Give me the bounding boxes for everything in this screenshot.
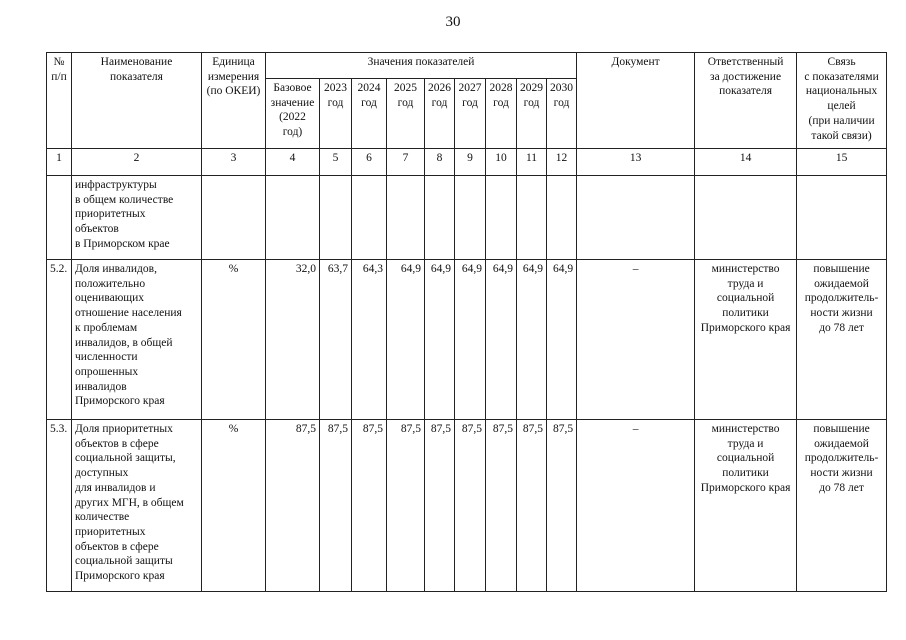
header-year: 2025 год	[387, 79, 425, 149]
column-number: 14	[695, 149, 797, 176]
indicator-name-line: других МГН, в общем	[75, 496, 184, 509]
national-goal-link-cell	[797, 176, 887, 260]
national-goal-link-cell-line: повышение	[813, 423, 870, 435]
header-base-value: Базовое значение (2022 год)	[266, 79, 320, 149]
year-value-cell: 64,9	[387, 260, 425, 420]
table-row	[47, 260, 887, 420]
year-value-cell: 64,9	[517, 260, 547, 420]
indicator-name-line: в Приморском крае	[75, 237, 170, 250]
indicator-name-line: инфраструктуры	[75, 179, 157, 191]
year-value-cell	[352, 176, 387, 260]
column-number: 2	[72, 149, 202, 176]
national-goal-link-cell-line: продолжитель-	[804, 292, 879, 305]
column-number: 10	[486, 149, 517, 176]
header-national-goals-link: Связь с показателями национальных целей (при наличии такой связи)	[797, 53, 887, 149]
year-value-cell: 64,3	[352, 260, 387, 420]
national-goal-link-cell-line: до 78 лет	[819, 481, 864, 494]
national-goal-link-cell-line: ности жизни	[810, 467, 873, 480]
year-value-cell	[455, 176, 486, 260]
row-number	[47, 176, 72, 260]
responsible-cell-line: труда и	[727, 437, 764, 450]
year-value-cell	[320, 176, 352, 260]
header-name: Наименование показателя	[72, 53, 202, 149]
responsible-cell-line: политики	[722, 467, 769, 480]
base-value-cell: 87,5	[266, 420, 320, 592]
year-value-cell: 64,9	[455, 260, 486, 420]
year-value-cell: 87,5	[425, 420, 455, 592]
indicator-name	[72, 420, 202, 592]
unit-cell: %	[202, 260, 266, 420]
table-row	[47, 420, 887, 592]
national-goal-link-cell	[797, 260, 887, 420]
page-number: 30	[445, 14, 461, 30]
indicator-name-line: инвалидов, в общей	[75, 336, 173, 349]
year-value-cell: 87,5	[547, 420, 577, 592]
column-numbers-row	[47, 149, 887, 176]
column-number: 1	[47, 149, 72, 176]
column-number: 4	[266, 149, 320, 176]
responsible-cell-line: политики	[722, 307, 769, 320]
unit-cell	[202, 176, 266, 260]
year-value-cell	[486, 176, 517, 260]
indicator-name-line: Приморского края	[75, 570, 165, 583]
column-number: 3	[202, 149, 266, 176]
indicator-name-line: положительно	[75, 277, 146, 290]
indicator-name-line: оценивающих	[75, 292, 145, 305]
responsible-cell-line: Приморского края	[700, 481, 791, 494]
year-value-cell: 64,9	[425, 260, 455, 420]
year-value-cell	[517, 176, 547, 260]
year-value-cell: 63,7	[320, 260, 352, 420]
column-number: 5	[320, 149, 352, 176]
year-value-cell: 87,5	[455, 420, 486, 592]
national-goal-link-cell-line: до 78 лет	[819, 321, 864, 334]
column-number: 15	[797, 149, 887, 176]
indicator-name-line: объектов	[75, 223, 119, 236]
year-value-cell: 64,9	[547, 260, 577, 420]
column-number: 9	[455, 149, 486, 176]
year-value-cell	[547, 176, 577, 260]
header-number: № п/п	[47, 53, 72, 149]
indicator-name-line: Приморского края	[75, 395, 165, 408]
year-value-cell	[387, 176, 425, 260]
year-value-cell: 87,5	[352, 420, 387, 592]
responsible-cell-line: социальной	[716, 292, 775, 305]
indicator-name-line: социальной защиты	[75, 555, 173, 568]
header-year: 2026 год	[425, 79, 455, 149]
column-number: 11	[517, 149, 547, 176]
indicator-name-line: приоритетных	[75, 208, 146, 221]
indicator-name-line: количестве	[75, 511, 130, 524]
year-value-cell: 87,5	[320, 420, 352, 592]
year-value-cell	[425, 176, 455, 260]
indicator-name-line: Доля приоритетных	[75, 423, 173, 435]
responsible-cell-line: социальной	[716, 452, 775, 465]
indicator-name-line: Доля инвалидов,	[75, 263, 157, 275]
indicator-name-line: к проблемам	[75, 321, 138, 334]
column-number: 6	[352, 149, 387, 176]
header-year: 2023 год	[320, 79, 352, 149]
indicator-name-line: приоритетных	[75, 526, 146, 539]
year-value-cell: 87,5	[517, 420, 547, 592]
indicator-name-line: в общем количестве	[75, 193, 174, 206]
national-goal-link-cell-line: ности жизни	[810, 307, 873, 320]
indicator-name-line: опрошенных	[75, 366, 139, 379]
national-goal-link-cell	[797, 420, 887, 592]
indicator-name-line: объектов в сфере	[75, 540, 159, 553]
responsible-cell	[695, 420, 797, 592]
indicator-name-line: инвалидов	[75, 380, 127, 393]
indicators-table	[46, 52, 887, 592]
document-cell	[577, 176, 695, 260]
responsible-cell	[695, 176, 797, 260]
responsible-cell-line: министерство	[711, 263, 780, 275]
table-row	[47, 176, 887, 260]
header-values-group: Значения показателей	[266, 53, 577, 79]
national-goal-link-cell-line: продолжитель-	[804, 452, 879, 465]
header-year: 2029 год	[517, 79, 547, 149]
year-value-cell: 87,5	[387, 420, 425, 592]
year-value-cell: 87,5	[486, 420, 517, 592]
base-value-cell	[266, 176, 320, 260]
column-number: 8	[425, 149, 455, 176]
indicator-name-line: объектов в сфере	[75, 437, 159, 450]
header-year: 2024 год	[352, 79, 387, 149]
header-unit: Единица измерения (по ОКЕИ)	[202, 53, 266, 149]
responsible-cell-line: труда и	[727, 277, 764, 290]
column-number: 7	[387, 149, 425, 176]
indicator-name-line: для инвалидов и	[75, 481, 156, 494]
year-value-cell: 64,9	[486, 260, 517, 420]
responsible-cell-line: министерство	[711, 423, 780, 435]
base-value-cell: 32,0	[266, 260, 320, 420]
indicator-name	[72, 260, 202, 420]
unit-cell: %	[202, 420, 266, 592]
national-goal-link-cell-line: ожидаемой	[814, 277, 869, 290]
row-number: 5.2.	[47, 260, 72, 420]
header-responsible: Ответственный за достижение показателя	[695, 53, 797, 149]
column-number: 12	[547, 149, 577, 176]
indicator-name-line: социальной защиты,	[75, 452, 176, 465]
header-year: 2027 год	[455, 79, 486, 149]
document-cell: –	[577, 420, 695, 592]
header-year: 2030 год	[547, 79, 577, 149]
indicator-name-line: доступных	[75, 467, 129, 480]
national-goal-link-cell-line: ожидаемой	[814, 437, 869, 450]
column-number: 13	[577, 149, 695, 176]
header-document: Документ	[577, 53, 695, 149]
responsible-cell-line: Приморского края	[700, 321, 791, 334]
responsible-cell	[695, 260, 797, 420]
document-cell: –	[577, 260, 695, 420]
header-year: 2028 год	[486, 79, 517, 149]
national-goal-link-cell-line: повышение	[813, 263, 870, 275]
indicator-name-line: отношение населения	[75, 307, 182, 320]
indicator-name	[72, 176, 202, 260]
row-number: 5.3.	[47, 420, 72, 592]
indicator-name-line: численности	[75, 351, 138, 364]
